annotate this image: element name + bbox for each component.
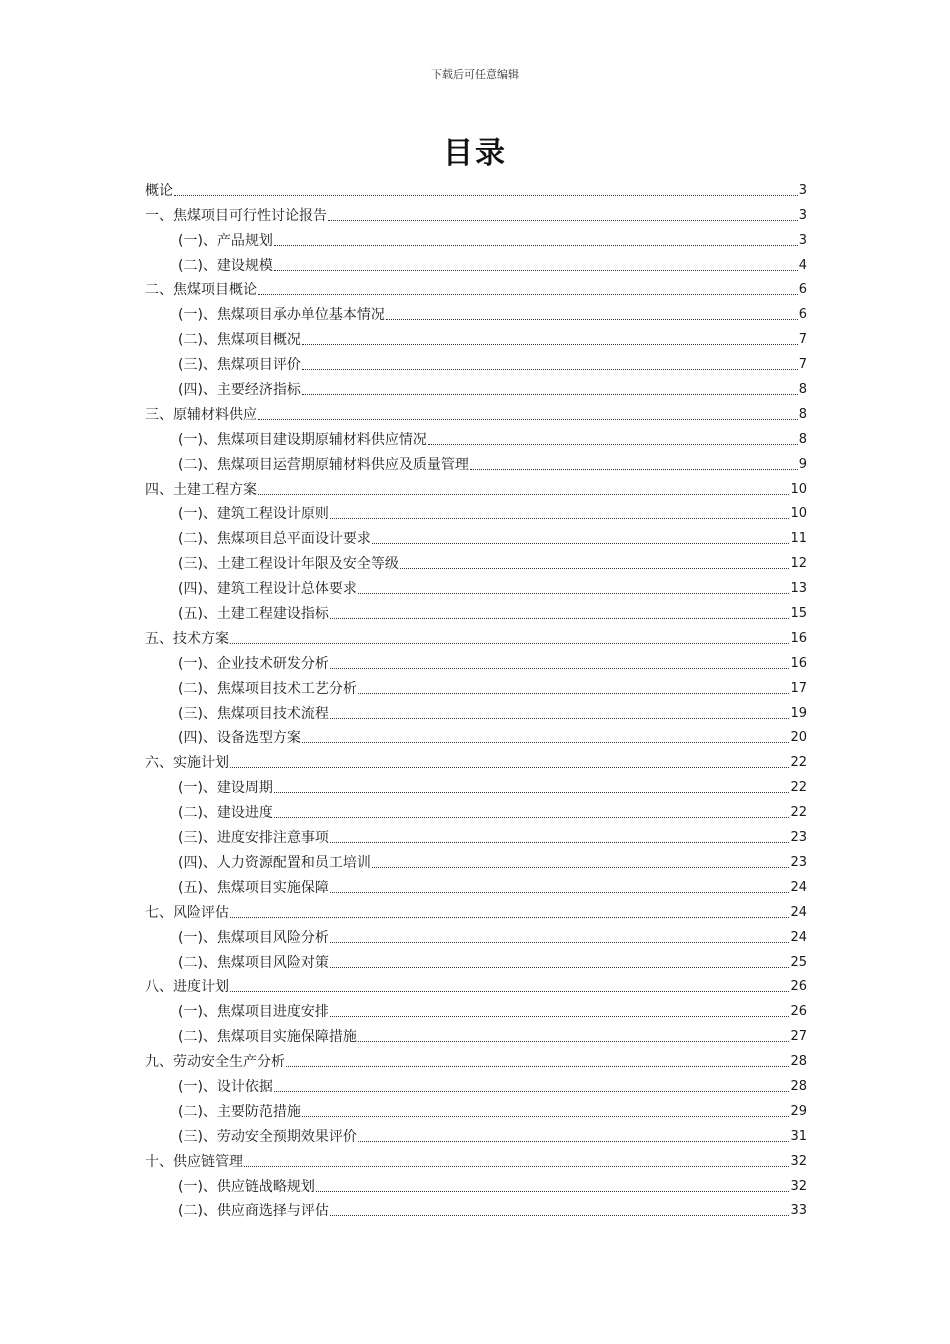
toc-dot-leader (330, 718, 790, 719)
toc-dot-leader (302, 742, 790, 743)
toc-dot-leader (372, 543, 790, 544)
toc-entry-label: (二)、建设进度 (178, 805, 273, 822)
toc-entry-label: 十、供应链管理 (145, 1153, 243, 1170)
toc-entry[interactable] (145, 449, 807, 474)
toc-entry-label: (三)、进度安排注意事项 (178, 830, 329, 847)
toc-entry-page-number: 15 (790, 606, 807, 622)
toc-dot-leader (230, 643, 789, 644)
page-title: 目录 (443, 136, 507, 171)
toc-entry[interactable] (145, 972, 807, 997)
toc-dot-leader (258, 419, 798, 420)
toc-entry[interactable] (145, 324, 807, 349)
toc-entry-label: 三、原辅材料供应 (145, 406, 257, 423)
toc-entry[interactable] (145, 573, 807, 598)
toc-entry-label: (三)、劳动安全预期效果评价 (178, 1128, 357, 1145)
toc-dot-leader (302, 394, 798, 395)
toc-entry-page-number: 16 (790, 655, 807, 671)
toc-entry-label: (四)、建筑工程设计总体要求 (178, 581, 357, 598)
toc-entry-page-number: 23 (790, 854, 807, 870)
toc-dot-leader (230, 991, 789, 992)
toc-entry-label: (二)、主要防范措施 (178, 1103, 301, 1120)
toc-entry[interactable] (145, 499, 807, 524)
toc-entry-page-number: 26 (790, 1004, 807, 1020)
toc-dot-leader (358, 1041, 790, 1042)
toc-entry-label: (一)、焦煤项目风险分析 (178, 929, 329, 946)
toc-dot-leader (174, 195, 798, 196)
toc-entry[interactable] (145, 523, 807, 548)
toc-entry[interactable] (145, 648, 807, 673)
toc-entry-page-number: 24 (790, 879, 807, 895)
toc-dot-leader (330, 892, 790, 893)
toc-dot-leader (330, 1016, 790, 1017)
toc-dot-leader (330, 518, 790, 519)
toc-entry-page-number: 6 (798, 307, 807, 323)
toc-entry-label: 八、进度计划 (145, 979, 229, 996)
toc-dot-leader (274, 245, 798, 246)
toc-entry-page-number: 31 (790, 1128, 807, 1144)
toc-entry-label: (一)、企业技术研发分析 (178, 655, 329, 672)
toc-dot-leader (302, 369, 798, 370)
toc-dot-leader (286, 1066, 789, 1067)
toc-entry-label: (三)、土建工程设计年限及安全等级 (178, 556, 399, 573)
toc-entry[interactable] (145, 1071, 807, 1096)
table-of-contents (145, 175, 807, 1220)
toc-entry-label: 概论 (145, 182, 173, 199)
toc-entry[interactable] (145, 1046, 807, 1071)
toc-dot-leader (258, 494, 789, 495)
toc-entry-page-number: 6 (798, 282, 807, 298)
toc-entry-page-number: 7 (798, 357, 807, 373)
toc-entry-label: 七、风险评估 (145, 904, 229, 921)
toc-dot-leader (330, 967, 790, 968)
toc-entry[interactable] (145, 548, 807, 573)
toc-entry[interactable] (145, 374, 807, 399)
toc-entry-page-number: 7 (798, 332, 807, 348)
toc-entry-label: (一)、建设周期 (178, 780, 273, 797)
toc-dot-leader (258, 294, 798, 295)
toc-entry-page-number: 10 (790, 506, 807, 522)
toc-entry-page-number: 32 (790, 1178, 807, 1194)
toc-entry-page-number: 22 (790, 780, 807, 796)
toc-entry-label: (二)、焦煤项目总平面设计要求 (178, 531, 371, 548)
toc-entry[interactable] (145, 747, 807, 772)
toc-entry-page-number: 8 (798, 431, 807, 447)
toc-entry[interactable] (145, 623, 807, 648)
toc-entry[interactable] (145, 1146, 807, 1171)
toc-dot-leader (302, 1116, 790, 1117)
toc-entry-label: (二)、焦煤项目运营期原辅材料供应及质量管理 (178, 456, 469, 473)
toc-entry-label: (三)、焦煤项目技术流程 (178, 705, 329, 722)
toc-entry-label: (二)、建设规模 (178, 257, 273, 274)
toc-dot-leader (230, 767, 789, 768)
toc-entry-label: (一)、焦煤项目进度安排 (178, 1004, 329, 1021)
toc-entry[interactable] (145, 947, 807, 972)
toc-entry-label: (二)、焦煤项目技术工艺分析 (178, 680, 357, 697)
toc-entry-label: 一、焦煤项目可行性讨论报告 (145, 207, 327, 224)
toc-entry-page-number: 10 (790, 481, 807, 497)
toc-entry[interactable] (145, 399, 807, 424)
toc-entry[interactable] (145, 922, 807, 947)
toc-entry-label: (一)、建筑工程设计原则 (178, 506, 329, 523)
toc-dot-leader (470, 469, 798, 470)
toc-entry-page-number: 3 (798, 232, 807, 248)
toc-entry[interactable] (145, 225, 807, 250)
toc-entry[interactable] (145, 996, 807, 1021)
toc-entry[interactable] (145, 1021, 807, 1046)
toc-entry-label: (一)、焦煤项目承办单位基本情况 (178, 307, 385, 324)
toc-entry-page-number: 20 (790, 730, 807, 746)
toc-entry-page-number: 25 (790, 954, 807, 970)
toc-dot-leader (244, 1166, 789, 1167)
toc-entry[interactable] (145, 250, 807, 275)
toc-entry[interactable] (145, 1171, 807, 1196)
toc-entry-label: 四、土建工程方案 (145, 481, 257, 498)
toc-entry[interactable] (145, 349, 807, 374)
toc-dot-leader (330, 618, 790, 619)
toc-entry-label: (四)、人力资源配置和员工培训 (178, 854, 371, 871)
toc-dot-leader (400, 568, 790, 569)
toc-entry[interactable] (145, 847, 807, 872)
toc-entry[interactable] (145, 474, 807, 499)
toc-entry-label: 二、焦煤项目概论 (145, 282, 257, 299)
toc-entry[interactable] (145, 299, 807, 324)
toc-entry-page-number: 28 (790, 1078, 807, 1094)
toc-dot-leader (330, 942, 790, 943)
toc-entry-page-number: 12 (790, 556, 807, 572)
toc-dot-leader (328, 220, 798, 221)
toc-entry-label: (五)、焦煤项目实施保障 (178, 879, 329, 896)
toc-entry-label: (四)、主要经济指标 (178, 382, 301, 399)
toc-dot-leader (372, 867, 790, 868)
toc-entry-page-number: 22 (790, 755, 807, 771)
toc-entry-page-number: 33 (790, 1203, 807, 1219)
toc-entry-page-number: 4 (798, 257, 807, 273)
toc-dot-leader (386, 319, 798, 320)
toc-dot-leader (302, 344, 798, 345)
toc-entry-label: (五)、土建工程建设指标 (178, 606, 329, 623)
toc-entry[interactable] (145, 723, 807, 748)
toc-entry[interactable] (145, 698, 807, 723)
toc-entry-label: (三)、焦煤项目评价 (178, 357, 301, 374)
toc-entry-label: (二)、焦煤项目概况 (178, 332, 301, 349)
toc-dot-leader (358, 693, 790, 694)
toc-entry-page-number: 16 (790, 630, 807, 646)
toc-entry-label: (二)、供应商选择与评估 (178, 1203, 329, 1220)
toc-entry-page-number: 3 (798, 182, 807, 198)
toc-entry[interactable] (145, 872, 807, 897)
toc-entry[interactable] (145, 598, 807, 623)
toc-dot-leader (274, 270, 798, 271)
toc-entry-label: (二)、焦煤项目实施保障措施 (178, 1029, 357, 1046)
toc-entry-page-number: 17 (790, 680, 807, 696)
toc-entry[interactable] (145, 1121, 807, 1146)
toc-entry-page-number: 26 (790, 979, 807, 995)
toc-dot-leader (358, 1141, 790, 1142)
page-header: 下载后可任意编辑 (431, 68, 519, 81)
toc-entry[interactable] (145, 772, 807, 797)
toc-dot-leader (428, 444, 798, 445)
toc-entry[interactable] (145, 822, 807, 847)
toc-entry-label: (一)、设计依据 (178, 1078, 273, 1095)
toc-entry-page-number: 28 (790, 1054, 807, 1070)
toc-entry-label: (一)、焦煤项目建设期原辅材料供应情况 (178, 431, 427, 448)
toc-dot-leader (330, 1215, 790, 1216)
toc-entry-page-number: 19 (790, 705, 807, 721)
toc-dot-leader (230, 917, 789, 918)
toc-entry[interactable] (145, 200, 807, 225)
toc-entry[interactable] (145, 897, 807, 922)
toc-entry[interactable] (145, 797, 807, 822)
toc-entry-page-number: 24 (790, 929, 807, 945)
toc-dot-leader (330, 668, 790, 669)
toc-entry-label: 六、实施计划 (145, 755, 229, 772)
toc-entry-label: (二)、焦煤项目风险对策 (178, 954, 329, 971)
toc-entry-page-number: 3 (798, 207, 807, 223)
toc-dot-leader (274, 817, 790, 818)
toc-entry-page-number: 24 (790, 904, 807, 920)
toc-entry-page-number: 11 (790, 531, 807, 547)
toc-entry-page-number: 8 (798, 406, 807, 422)
toc-dot-leader (330, 842, 790, 843)
toc-entry-page-number: 32 (790, 1153, 807, 1169)
toc-entry[interactable] (145, 175, 807, 200)
toc-entry-label: (一)、供应链战略规划 (178, 1178, 315, 1195)
toc-dot-leader (316, 1191, 790, 1192)
toc-entry-page-number: 23 (790, 830, 807, 846)
toc-entry-page-number: 8 (798, 382, 807, 398)
toc-entry-page-number: 13 (790, 581, 807, 597)
toc-entry[interactable] (145, 275, 807, 300)
toc-dot-leader (274, 792, 790, 793)
toc-entry[interactable] (145, 1096, 807, 1121)
toc-entry[interactable] (145, 1196, 807, 1221)
toc-entry-label: (四)、设备选型方案 (178, 730, 301, 747)
toc-entry-page-number: 9 (798, 456, 807, 472)
toc-entry-page-number: 22 (790, 805, 807, 821)
toc-entry[interactable] (145, 673, 807, 698)
toc-dot-leader (274, 1091, 790, 1092)
toc-entry-page-number: 27 (790, 1029, 807, 1045)
toc-entry-label: (一)、产品规划 (178, 232, 273, 249)
toc-entry[interactable] (145, 424, 807, 449)
toc-dot-leader (358, 593, 790, 594)
toc-entry-label: 九、劳动安全生产分析 (145, 1054, 285, 1071)
toc-entry-page-number: 29 (790, 1103, 807, 1119)
toc-entry-label: 五、技术方案 (145, 630, 229, 647)
